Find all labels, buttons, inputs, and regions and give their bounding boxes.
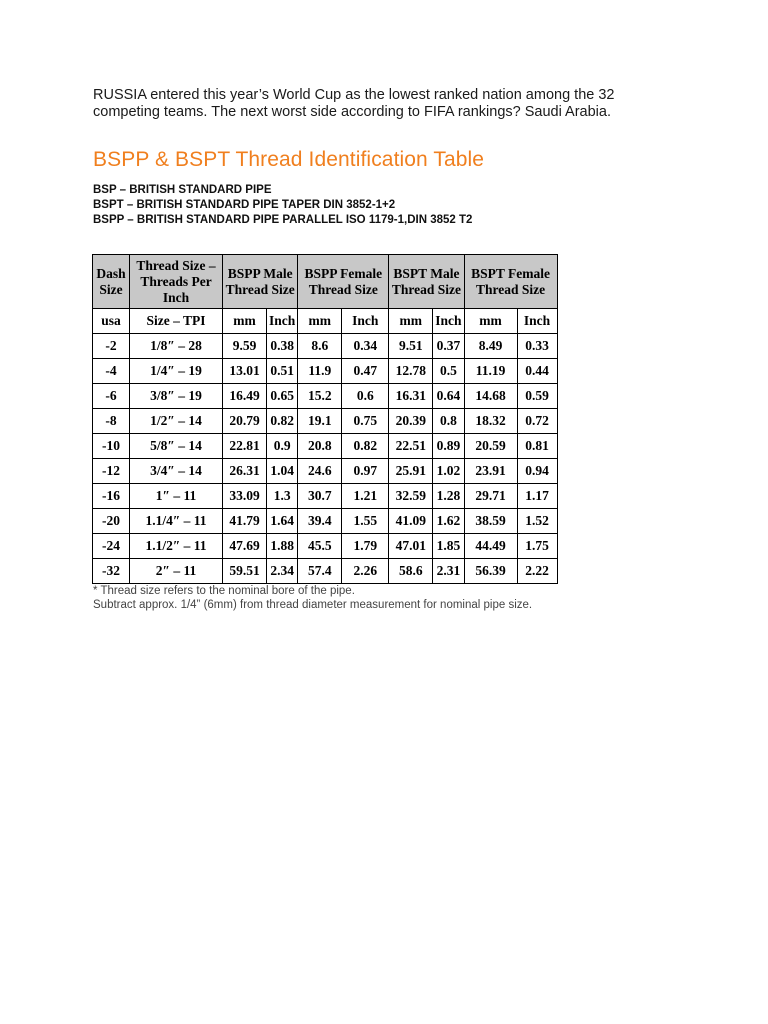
footnote-thread-size: * Thread size refers to the nominal bore of the pipe. — [93, 585, 355, 597]
intro-line-1: RUSSIA entered this year’s World Cup as the lowest ranked nation among the 32 — [93, 87, 615, 103]
table-cell: 45.5 — [298, 534, 342, 559]
page-title: BSPP & BSPT Thread Identification Table — [93, 148, 485, 171]
thread-size-cell: 5/8″ – 14 — [130, 434, 223, 459]
thread-size-cell: 1/8″ – 28 — [130, 334, 223, 359]
table-cell: 0.47 — [342, 359, 389, 384]
table-cell: 0.72 — [517, 409, 557, 434]
table-cell: 20.8 — [298, 434, 342, 459]
footnote-subtract: Subtract approx. 1/4” (6mm) from thread diameter measurement for nominal pipe size. — [93, 599, 533, 611]
table-cell: 20.59 — [464, 434, 517, 459]
table-cell: 2.26 — [342, 559, 389, 584]
header-bspp-male: BSPP Male Thread Size — [223, 255, 298, 309]
table-cell: 8.6 — [298, 334, 342, 359]
table-cell: 0.51 — [267, 359, 298, 384]
table-cell: 1.3 — [267, 484, 298, 509]
table-cell: 20.39 — [389, 409, 433, 434]
table-cell: 26.31 — [223, 459, 267, 484]
table-cell: 29.71 — [464, 484, 517, 509]
table-cell: 58.6 — [389, 559, 433, 584]
table-cell: 0.64 — [433, 384, 464, 409]
header-bspp-female: BSPP Female Thread Size — [298, 255, 389, 309]
table-cell: 0.97 — [342, 459, 389, 484]
thread-size-cell: 1″ – 11 — [130, 484, 223, 509]
table-cell: 8.49 — [464, 334, 517, 359]
table-cell: 41.79 — [223, 509, 267, 534]
table-cell: 0.38 — [267, 334, 298, 359]
table-cell: 57.4 — [298, 559, 342, 584]
footnotes — [93, 584, 532, 612]
table-cell: 9.59 — [223, 334, 267, 359]
table-cell: 1.21 — [342, 484, 389, 509]
table-header-row — [93, 255, 558, 309]
dash-size-cell: -24 — [93, 534, 130, 559]
dash-size-cell: -32 — [93, 559, 130, 584]
table-cell: 38.59 — [464, 509, 517, 534]
table-cell: 0.59 — [517, 384, 557, 409]
table-cell: 22.81 — [223, 434, 267, 459]
table-cell: 0.6 — [342, 384, 389, 409]
table-cell: 1.28 — [433, 484, 464, 509]
table-cell: 0.5 — [433, 359, 464, 384]
dash-size-cell: -6 — [93, 384, 130, 409]
table-cell: 1.17 — [517, 484, 557, 509]
table-cell: 20.79 — [223, 409, 267, 434]
table-cell: 23.91 — [464, 459, 517, 484]
table-cell: 0.37 — [433, 334, 464, 359]
subheader-cell: Inch — [517, 309, 557, 334]
thread-size-cell: 3/4″ – 14 — [130, 459, 223, 484]
table-cell: 32.59 — [389, 484, 433, 509]
definition-bspt: BSPT – BRITISH STANDARD PIPE TAPER DIN 3852-1+2 — [93, 199, 396, 211]
table-cell: 0.33 — [517, 334, 557, 359]
thread-size-cell: 3/8″ – 19 — [130, 384, 223, 409]
dash-size-cell: -16 — [93, 484, 130, 509]
table-cell: 1.52 — [517, 509, 557, 534]
table-cell: 11.9 — [298, 359, 342, 384]
dash-size-cell: -12 — [93, 459, 130, 484]
table-cell: 0.65 — [267, 384, 298, 409]
table-cell: 0.82 — [342, 434, 389, 459]
intro-paragraph — [93, 87, 693, 121]
definition-bsp: BSP – BRITISH STANDARD PIPE — [93, 184, 272, 196]
table-row — [93, 334, 558, 359]
table-cell: 1.75 — [517, 534, 557, 559]
subheader-cell: mm — [298, 309, 342, 334]
table-row — [93, 534, 558, 559]
table-cell: 11.19 — [464, 359, 517, 384]
table-cell: 0.34 — [342, 334, 389, 359]
table-cell: 24.6 — [298, 459, 342, 484]
table-cell: 44.49 — [464, 534, 517, 559]
table-cell: 16.49 — [223, 384, 267, 409]
table-row — [93, 359, 558, 384]
table-cell: 0.81 — [517, 434, 557, 459]
dash-size-cell: -4 — [93, 359, 130, 384]
subheader-cell: mm — [223, 309, 267, 334]
table-cell: 1.64 — [267, 509, 298, 534]
subheader-cell: Inch — [433, 309, 464, 334]
thread-size-cell: 1.1/4″ – 11 — [130, 509, 223, 534]
subheader-cell: usa — [93, 309, 130, 334]
table-cell: 14.68 — [464, 384, 517, 409]
table-cell: 25.91 — [389, 459, 433, 484]
definition-bspp: BSPP – BRITISH STANDARD PIPE PARALLEL ISO 1179-1,DIN 3852 T2 — [93, 214, 473, 226]
table-cell: 33.09 — [223, 484, 267, 509]
dash-size-cell: -20 — [93, 509, 130, 534]
table-cell: 19.1 — [298, 409, 342, 434]
table-cell: 1.85 — [433, 534, 464, 559]
dash-size-cell: -10 — [93, 434, 130, 459]
subheader-cell: Inch — [267, 309, 298, 334]
thread-identification-table — [92, 254, 558, 584]
table-cell: 2.31 — [433, 559, 464, 584]
table-cell: 18.32 — [464, 409, 517, 434]
table-cell: 9.51 — [389, 334, 433, 359]
table-row — [93, 384, 558, 409]
table-cell: 0.9 — [267, 434, 298, 459]
table-cell: 59.51 — [223, 559, 267, 584]
table-cell: 30.7 — [298, 484, 342, 509]
dash-size-cell: -8 — [93, 409, 130, 434]
table-cell: 0.82 — [267, 409, 298, 434]
table-cell: 1.55 — [342, 509, 389, 534]
table-cell: 0.75 — [342, 409, 389, 434]
dash-size-cell: -2 — [93, 334, 130, 359]
table-row — [93, 559, 558, 584]
subheader-cell: mm — [389, 309, 433, 334]
header-dash-size: Dash Size — [93, 255, 130, 309]
intro-line-2: competing teams. The next worst side according to FIFA rankings? Saudi Arabia. — [93, 104, 611, 120]
thread-size-cell: 1.1/2″ – 11 — [130, 534, 223, 559]
table-cell: 22.51 — [389, 434, 433, 459]
table-cell: 12.78 — [389, 359, 433, 384]
table-cell: 1.79 — [342, 534, 389, 559]
table-cell: 39.4 — [298, 509, 342, 534]
table-cell: 1.62 — [433, 509, 464, 534]
definitions-list — [93, 183, 472, 228]
table-cell: 13.01 — [223, 359, 267, 384]
table-row — [93, 484, 558, 509]
header-bspt-male: BSPT Male Thread Size — [389, 255, 464, 309]
thread-size-cell: 1/2″ – 14 — [130, 409, 223, 434]
table-row — [93, 434, 558, 459]
table-cell: 2.22 — [517, 559, 557, 584]
subheader-cell: mm — [464, 309, 517, 334]
subheader-cell: Inch — [342, 309, 389, 334]
subheader-cell: Size – TPI — [130, 309, 223, 334]
table-cell: 16.31 — [389, 384, 433, 409]
table-cell: 47.69 — [223, 534, 267, 559]
table-cell: 0.89 — [433, 434, 464, 459]
table-cell: 0.44 — [517, 359, 557, 384]
table-row — [93, 509, 558, 534]
header-thread-size: Thread Size – Threads Per Inch — [130, 255, 223, 309]
table-cell: 1.04 — [267, 459, 298, 484]
table-cell: 47.01 — [389, 534, 433, 559]
header-bspt-female: BSPT Female Thread Size — [464, 255, 557, 309]
table-cell: 1.02 — [433, 459, 464, 484]
table-row — [93, 459, 558, 484]
table-row — [93, 409, 558, 434]
table-subheader-row — [93, 309, 558, 334]
table-cell: 41.09 — [389, 509, 433, 534]
table-cell: 15.2 — [298, 384, 342, 409]
table-body — [93, 334, 558, 584]
table-cell: 1.88 — [267, 534, 298, 559]
thread-size-cell: 1/4″ – 19 — [130, 359, 223, 384]
thread-size-cell: 2″ – 11 — [130, 559, 223, 584]
table-cell: 56.39 — [464, 559, 517, 584]
table-cell: 0.94 — [517, 459, 557, 484]
table-cell: 2.34 — [267, 559, 298, 584]
table-cell: 0.8 — [433, 409, 464, 434]
